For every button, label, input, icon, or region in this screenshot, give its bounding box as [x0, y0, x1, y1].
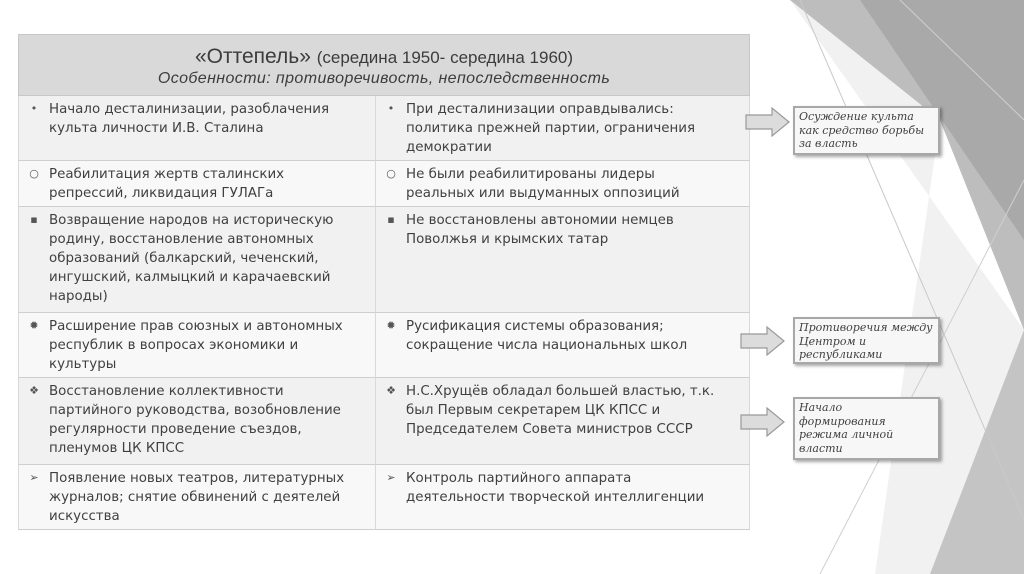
left-text: Реабилитация жертв сталинских репрессий, ликвидация ГУЛАГа [49, 167, 285, 201]
right-cell [376, 378, 750, 465]
bullet-arrow-icon: ➢ [386, 471, 396, 484]
right-cell [376, 465, 750, 530]
right-text: Русификация системы образования; сокращение числа национальных школ [406, 319, 688, 353]
bullet-square-icon: ▪ [387, 213, 395, 226]
table-row [18, 96, 750, 161]
left-text: Начало десталинизации, разоблачения культа личности И.В. Сталина [49, 102, 330, 136]
right-cell [376, 161, 750, 207]
bullet-sun-icon: ✹ [386, 319, 396, 332]
left-cell [18, 161, 376, 207]
bullet-square-icon: ▪ [30, 213, 38, 226]
left-text: Расширение прав союзных и автономных республик в вопросах экономики и культуры [49, 319, 343, 372]
bullet-diamond-icon: ❖ [386, 384, 396, 397]
table-row [18, 207, 750, 313]
table-row [18, 378, 750, 465]
left-cell [18, 96, 376, 161]
page-subtitle: Особенности: противоречивость, непоследственность [157, 70, 611, 87]
bullet-dot-icon: • [387, 102, 395, 115]
right-text: При десталинизации оправдывались: политика прежней партии, ограничения демократии [406, 102, 696, 155]
left-cell [18, 207, 376, 313]
left-text: Появление новых театров, литературных журналов; снятие обвинений с деятелей искусства [49, 471, 345, 524]
table-row [18, 313, 750, 378]
table-row [18, 161, 750, 207]
bullet-sun-icon: ✹ [29, 319, 39, 332]
bullet-arrow-icon: ➢ [29, 471, 39, 484]
table-row [18, 465, 750, 530]
bullet-circle-icon: ○ [386, 167, 396, 180]
right-cell [376, 313, 750, 378]
right-arrow-icon [740, 325, 786, 357]
left-cell [18, 465, 376, 530]
note-box: Осуждение культа как средство борьбы за власть [793, 106, 940, 155]
bullet-dot-icon: • [30, 102, 38, 115]
right-text: Контроль партийного аппарата деятельности творческой интеллигенции [406, 471, 705, 505]
page-title [19, 45, 749, 69]
right-arrow-icon [745, 106, 791, 138]
bullet-diamond-icon: ❖ [29, 384, 39, 397]
title-period: (середина 1950- середина 1960) [316, 48, 574, 67]
right-text: Не восстановлены автономии немцев Поволжья и крымских татар [406, 213, 674, 247]
bullet-circle-icon: ○ [29, 167, 39, 180]
right-arrow-icon [740, 406, 786, 438]
left-text: Восстановление коллективности партийного руководства, возобновление регулярности проведение съездов, пленумов ЦК КПСС [49, 384, 341, 456]
left-text: Возвращение народов на историческую родину, восстановление автономных образований (балкарский, чеченский, ингушский, калмыцкий и карачаевский народы) [49, 213, 334, 304]
left-cell [18, 378, 376, 465]
note-box: Противоречия между Центром и республиками [793, 317, 940, 364]
table-header [18, 34, 750, 96]
right-cell [376, 207, 750, 313]
right-text: Не были реабилитированы лидеры реальных или выдуманных оппозиций [406, 167, 680, 201]
right-cell [376, 96, 750, 161]
left-cell [18, 313, 376, 378]
note-box: Начало формирования режима личной власти [793, 397, 940, 460]
right-text: Н.С.Хрущёв обладал большей властью, т.к. был Первым секретарем ЦК КПСС и Председателем Совета министров СССР [406, 384, 715, 437]
title-main: «Оттепель» [194, 45, 311, 68]
